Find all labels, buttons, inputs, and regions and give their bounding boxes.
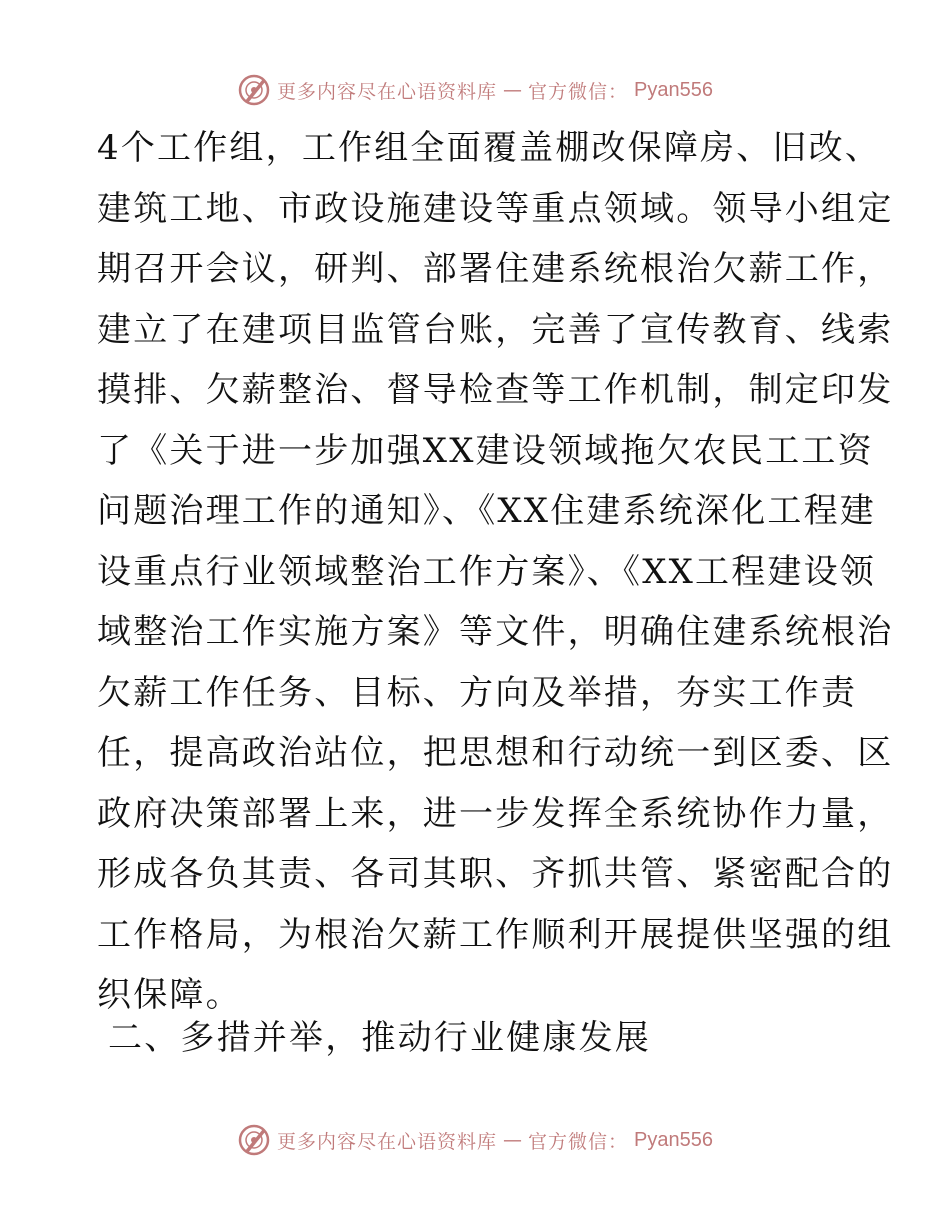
paragraph-line: 建筑工地、市政设施建设等重点领域。领导小组定 <box>97 188 894 229</box>
paragraph-line: 形成各负其责、各司其职、齐抓共管、紧密配合的 <box>97 854 894 894</box>
paragraph-line: 织保障。 <box>97 975 242 1015</box>
paragraph-line: 4个工作组，工作组全面覆盖棚改保障房、旧改、 <box>97 128 882 168</box>
paragraph-line: 建立了在建项目监管台账，完善了宣传教育、线索 <box>97 309 894 350</box>
paragraph-line: 摸排、欠薪整治、督导检查等工作机制，制定印发 <box>97 370 894 410</box>
watermark-separator: — <box>503 1129 523 1151</box>
watermark-separator: — <box>503 79 523 101</box>
paragraph-line: 设重点行业领域整治工作方案》、《XX工程建设领 <box>97 551 877 592</box>
watermark-logo-icon <box>237 73 271 107</box>
paragraph-line: 任，提高政治站位，把思想和行动统一到区委、区 <box>97 733 894 773</box>
paragraph-line: 欠薪工作任务、目标、方向及举措，夯实工作责 <box>97 672 858 713</box>
watermark-banner-bottom <box>0 1120 950 1160</box>
watermark-id: Pyan556 <box>634 1128 713 1151</box>
watermark-id: Pyan556 <box>634 78 713 101</box>
paragraph-line: 工作格局，为根治欠薪工作顺利开展提供坚强的组 <box>97 914 894 955</box>
watermark-text: 更多内容尽在心语资料库 <box>277 1130 498 1153</box>
watermark-contact: 官方微信： <box>528 1130 629 1153</box>
section-heading: 二、多措并举，推动行业健康发展 <box>108 1018 651 1058</box>
paragraph-line: 政府决策部署上来，进一步发挥全系统协作力量， <box>97 793 894 834</box>
watermark-text: 更多内容尽在心语资料库 <box>277 80 498 103</box>
paragraph-line: 期召开会议，研判、部署住建系统根治欠薪工作， <box>97 249 894 289</box>
watermark-banner-top <box>0 70 950 110</box>
paragraph-line: 问题治理工作的通知》、《XX住建系统深化工程建 <box>97 491 877 531</box>
watermark-logo-icon <box>237 1123 271 1157</box>
watermark-contact: 官方微信： <box>528 80 629 103</box>
paragraph-line: 了《关于进一步加强XX建设领域拖欠农民工工资 <box>97 430 874 471</box>
paragraph-line: 域整治工作实施方案》等文件，明确住建系统根治 <box>97 612 894 652</box>
body-paragraph <box>97 118 894 1026</box>
